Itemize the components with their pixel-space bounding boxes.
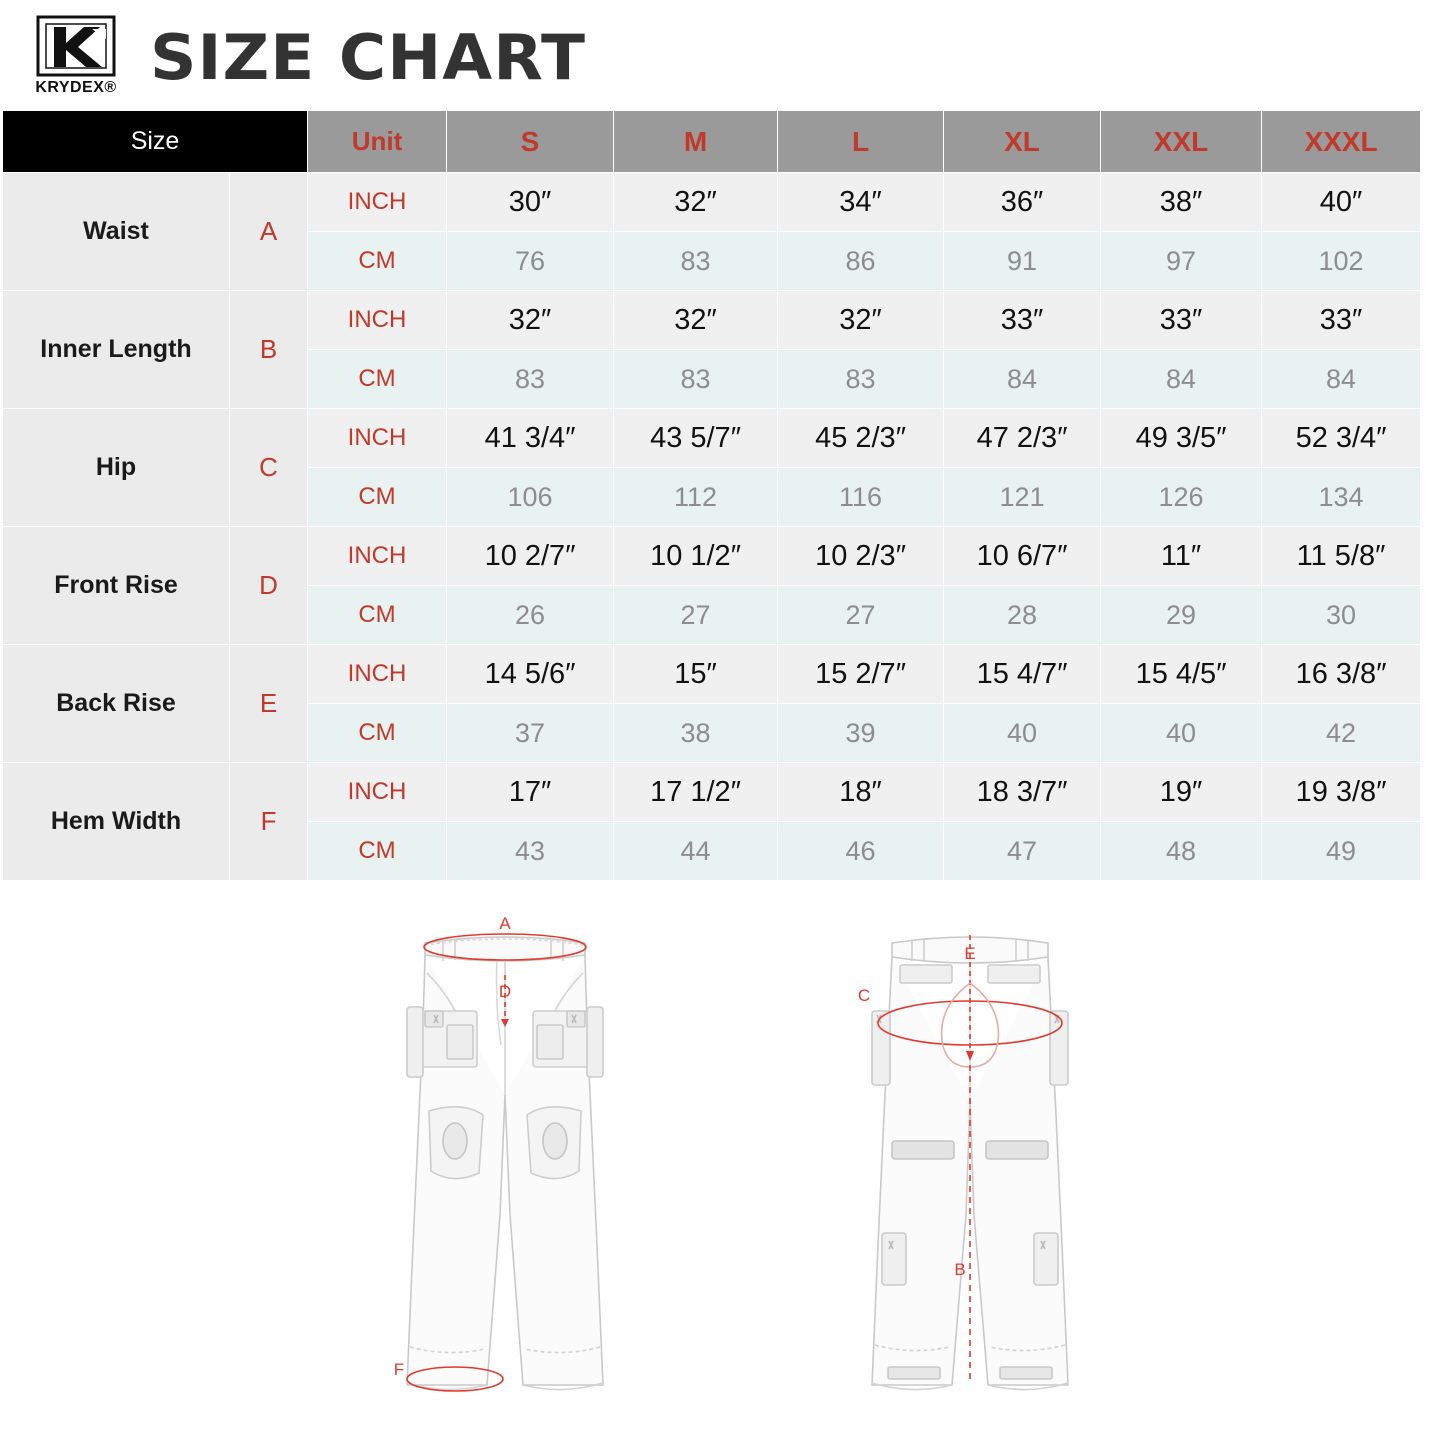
cell-hem-width-inch-xxxl: 19 3/8″ <box>1262 763 1421 822</box>
unit-inch: INCH <box>308 645 447 704</box>
krydex-k-logo-icon <box>36 15 116 77</box>
cell-waist-inch-l: 34″ <box>778 173 944 232</box>
cell-inner-length-inch-m: 32″ <box>614 291 778 350</box>
row-letter-hip: C <box>230 409 308 527</box>
krydex-logo <box>28 15 124 101</box>
cell-inner-length-cm-l: 83 <box>778 350 944 409</box>
cell-waist-cm-xl: 91 <box>944 232 1101 291</box>
cell-waist-inch-m: 32″ <box>614 173 778 232</box>
cell-inner-length-cm-xxxl: 84 <box>1262 350 1421 409</box>
table-row <box>3 173 1421 232</box>
cell-hip-cm-s: 106 <box>447 468 614 527</box>
svg-text:A: A <box>499 915 511 933</box>
page-header <box>0 0 1445 110</box>
cell-hem-width-inch-m: 17 1/2″ <box>614 763 778 822</box>
cell-hem-width-inch-xxl: 19″ <box>1101 763 1262 822</box>
svg-text:B: B <box>954 1260 966 1279</box>
cell-front-rise-inch-xxxl: 11 5/8″ <box>1262 527 1421 586</box>
cell-front-rise-inch-xxl: 11″ <box>1101 527 1262 586</box>
cell-back-rise-cm-xxxl: 42 <box>1262 704 1421 763</box>
unit-inch: INCH <box>308 291 447 350</box>
svg-text:F: F <box>393 1360 405 1379</box>
unit-cm: CM <box>308 704 447 763</box>
header-unit: Unit <box>308 111 447 173</box>
unit-cm: CM <box>308 350 447 409</box>
cell-front-rise-cm-l: 27 <box>778 586 944 645</box>
cell-front-rise-cm-xxxl: 30 <box>1262 586 1421 645</box>
table-row <box>3 527 1421 586</box>
row-letter-hem-width: F <box>230 763 308 881</box>
cell-front-rise-cm-xxl: 29 <box>1101 586 1262 645</box>
cell-front-rise-cm-s: 26 <box>447 586 614 645</box>
cell-hem-width-inch-xl: 18 3/7″ <box>944 763 1101 822</box>
cell-hip-inch-s: 41 3/4″ <box>447 409 614 468</box>
cell-waist-cm-s: 76 <box>447 232 614 291</box>
unit-inch: INCH <box>308 409 447 468</box>
pants-back-view <box>820 915 1120 1415</box>
table-row <box>3 409 1421 468</box>
unit-inch: INCH <box>308 173 447 232</box>
cell-waist-inch-xxxl: 40″ <box>1262 173 1421 232</box>
cell-back-rise-inch-xxl: 15 4/5″ <box>1101 645 1262 704</box>
row-label-front-rise: Front Rise <box>3 527 230 645</box>
cell-hip-cm-xxl: 126 <box>1101 468 1262 527</box>
table-row <box>3 763 1421 822</box>
cell-hem-width-cm-xxl: 48 <box>1101 822 1262 881</box>
row-letter-front-rise: D <box>230 527 308 645</box>
cell-inner-length-inch-s: 32″ <box>447 291 614 350</box>
cell-inner-length-inch-xxxl: 33″ <box>1262 291 1421 350</box>
cell-waist-inch-xl: 36″ <box>944 173 1101 232</box>
unit-cm: CM <box>308 468 447 527</box>
cell-inner-length-cm-xl: 84 <box>944 350 1101 409</box>
row-label-waist: Waist <box>3 173 230 291</box>
cell-hem-width-cm-m: 44 <box>614 822 778 881</box>
row-label-hem-width: Hem Width <box>3 763 230 881</box>
header-size-s: S <box>447 111 614 173</box>
row-label-inner-length: Inner Length <box>3 291 230 409</box>
header-size: Size <box>3 111 308 173</box>
cell-back-rise-inch-m: 15″ <box>614 645 778 704</box>
cell-hem-width-inch-l: 18″ <box>778 763 944 822</box>
unit-cm: CM <box>308 586 447 645</box>
cell-inner-length-inch-l: 32″ <box>778 291 944 350</box>
size-chart-table <box>2 110 1421 881</box>
cell-back-rise-cm-m: 38 <box>614 704 778 763</box>
unit-cm: CM <box>308 232 447 291</box>
cell-waist-cm-m: 83 <box>614 232 778 291</box>
cell-hip-inch-xl: 47 2/3″ <box>944 409 1101 468</box>
header-size-xxl: XXL <box>1101 111 1262 173</box>
pants-front-view <box>355 915 655 1415</box>
unit-inch: INCH <box>308 527 447 586</box>
cell-hip-inch-xxxl: 52 3/4″ <box>1262 409 1421 468</box>
table-row <box>3 645 1421 704</box>
table-header-row <box>3 111 1421 173</box>
header-size-l: L <box>778 111 944 173</box>
svg-text:E: E <box>964 944 976 963</box>
cell-hip-cm-xl: 121 <box>944 468 1101 527</box>
page-title: SIZE CHART <box>150 21 587 94</box>
svg-text:C: C <box>857 986 871 1005</box>
row-letter-back-rise: E <box>230 645 308 763</box>
cell-hip-cm-l: 116 <box>778 468 944 527</box>
cell-hip-cm-m: 112 <box>614 468 778 527</box>
cell-hem-width-inch-s: 17″ <box>447 763 614 822</box>
cell-inner-length-cm-xxl: 84 <box>1101 350 1262 409</box>
row-letter-waist: A <box>230 173 308 291</box>
cell-hem-width-cm-xl: 47 <box>944 822 1101 881</box>
cell-hip-inch-xxl: 49 3/5″ <box>1101 409 1262 468</box>
cell-hip-inch-m: 43 5/7″ <box>614 409 778 468</box>
cell-front-rise-inch-l: 10 2/3″ <box>778 527 944 586</box>
cell-hem-width-cm-xxxl: 49 <box>1262 822 1421 881</box>
brand-name: KRYDEX® <box>35 79 117 96</box>
unit-cm: CM <box>308 822 447 881</box>
table-row <box>3 291 1421 350</box>
cell-waist-inch-xxl: 38″ <box>1101 173 1262 232</box>
cell-back-rise-cm-xl: 40 <box>944 704 1101 763</box>
cell-back-rise-inch-xl: 15 4/7″ <box>944 645 1101 704</box>
cell-front-rise-cm-xl: 28 <box>944 586 1101 645</box>
cell-back-rise-cm-l: 39 <box>778 704 944 763</box>
cell-back-rise-inch-xxxl: 16 3/8″ <box>1262 645 1421 704</box>
header-size-xl: XL <box>944 111 1101 173</box>
cell-inner-length-inch-xl: 33″ <box>944 291 1101 350</box>
cell-hem-width-cm-s: 43 <box>447 822 614 881</box>
svg-text:D: D <box>498 982 512 1001</box>
header-size-m: M <box>614 111 778 173</box>
cell-waist-cm-l: 86 <box>778 232 944 291</box>
cell-back-rise-inch-l: 15 2/7″ <box>778 645 944 704</box>
measurement-diagrams <box>0 915 1445 1435</box>
cell-inner-length-cm-m: 83 <box>614 350 778 409</box>
row-letter-inner-length: B <box>230 291 308 409</box>
cell-hip-inch-l: 45 2/3″ <box>778 409 944 468</box>
cell-waist-cm-xxxl: 102 <box>1262 232 1421 291</box>
cell-front-rise-inch-xl: 10 6/7″ <box>944 527 1101 586</box>
unit-inch: INCH <box>308 763 447 822</box>
cell-hip-cm-xxxl: 134 <box>1262 468 1421 527</box>
cell-back-rise-inch-s: 14 5/6″ <box>447 645 614 704</box>
row-label-back-rise: Back Rise <box>3 645 230 763</box>
cell-hem-width-cm-l: 46 <box>778 822 944 881</box>
cell-inner-length-inch-xxl: 33″ <box>1101 291 1262 350</box>
cell-back-rise-cm-s: 37 <box>447 704 614 763</box>
cell-front-rise-inch-s: 10 2/7″ <box>447 527 614 586</box>
cell-inner-length-cm-s: 83 <box>447 350 614 409</box>
row-label-hip: Hip <box>3 409 230 527</box>
header-size-xxxl: XXXL <box>1262 111 1421 173</box>
cell-front-rise-cm-m: 27 <box>614 586 778 645</box>
cell-waist-cm-xxl: 97 <box>1101 232 1262 291</box>
cell-back-rise-cm-xxl: 40 <box>1101 704 1262 763</box>
cell-waist-inch-s: 30″ <box>447 173 614 232</box>
cell-front-rise-inch-m: 10 1/2″ <box>614 527 778 586</box>
